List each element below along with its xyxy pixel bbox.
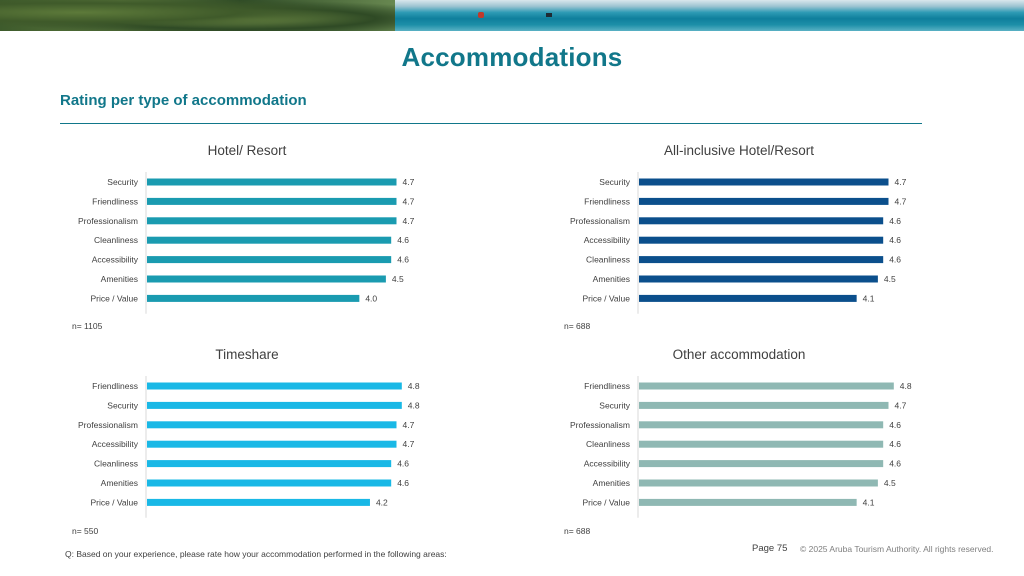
ocean-image	[395, 0, 1024, 31]
sample-size-hotel-resort: n= 1105	[72, 321, 103, 331]
sample-size-timeshare: n= 550	[72, 526, 99, 536]
value-label: 4.7	[402, 439, 415, 450]
category-label: Friendliness	[92, 196, 138, 207]
survey-question-footnote: Q: Based on your experience, please rate how your accommodation performed in the following areas:	[65, 549, 447, 559]
copyright-notice: © 2025 Aruba Tourism Authority. All rights reserved.	[800, 544, 994, 554]
category-label: Professionalism	[78, 215, 138, 226]
chart-title-other-accommodation: Other accommodation	[672, 347, 806, 362]
bar	[147, 276, 386, 283]
value-label: 4.7	[894, 196, 907, 207]
bar	[147, 402, 402, 409]
chart-title-timeshare: Timeshare	[215, 347, 279, 362]
bar	[639, 402, 889, 409]
bar	[639, 276, 878, 283]
category-label: Price / Value	[90, 497, 138, 508]
category-label: Amenities	[592, 478, 630, 488]
value-label: 4.6	[889, 215, 902, 226]
category-label: Accessibility	[91, 439, 138, 450]
bar	[639, 256, 883, 263]
value-label: 4.2	[375, 497, 388, 508]
bar	[147, 256, 391, 263]
bar	[147, 237, 391, 244]
bar	[147, 499, 370, 506]
bar	[147, 441, 397, 448]
chart-other-accommodation	[492, 376, 972, 521]
chart-timeshare	[0, 376, 480, 521]
category-label: Price / Value	[582, 293, 630, 304]
bar	[147, 421, 397, 428]
category-label: Professionalism	[78, 419, 138, 430]
kayak-icon	[478, 12, 484, 18]
category-label: Security	[599, 177, 630, 187]
bar	[639, 460, 883, 467]
page-number: Page 75	[752, 543, 788, 554]
bar	[147, 480, 391, 487]
bar	[639, 217, 883, 224]
value-label: 4.7	[402, 196, 415, 207]
section-divider	[60, 123, 922, 124]
value-label: 4.1	[862, 293, 875, 304]
chart-title-hotel-resort: Hotel/ Resort	[207, 143, 287, 158]
value-label: 4.6	[889, 439, 902, 450]
value-label: 4.6	[889, 458, 902, 469]
bar	[639, 383, 894, 390]
category-label: Accessibility	[583, 458, 630, 469]
bar	[147, 198, 397, 205]
chart-title-all-inclusive: All-inclusive Hotel/Resort	[663, 143, 815, 158]
value-label: 4.6	[397, 458, 410, 469]
category-label: Professionalism	[570, 215, 630, 226]
category-label: Amenities	[100, 478, 138, 488]
category-label: Amenities	[100, 274, 138, 284]
bar	[639, 480, 878, 487]
value-label: 4.8	[407, 400, 420, 411]
chart-all-inclusive	[492, 172, 972, 317]
category-label: Price / Value	[582, 497, 630, 508]
boat-icon	[546, 13, 552, 17]
category-label: Security	[107, 400, 138, 411]
sample-size-all-inclusive: n= 688	[564, 321, 591, 331]
value-label: 4.5	[883, 274, 896, 284]
category-label: Friendliness	[92, 381, 138, 391]
mangrove-trees-image	[0, 0, 400, 31]
category-label: Security	[107, 177, 138, 187]
category-label: Accessibility	[91, 254, 138, 265]
value-label: 4.7	[894, 177, 907, 187]
bar	[639, 198, 889, 205]
bar	[147, 217, 397, 224]
category-label: Friendliness	[584, 196, 630, 207]
value-label: 4.6	[889, 235, 902, 246]
bar	[639, 295, 857, 302]
bar	[639, 421, 883, 428]
category-label: Cleanliness	[586, 254, 630, 265]
category-label: Cleanliness	[586, 439, 630, 450]
value-label: 4.8	[407, 381, 420, 391]
bar	[639, 441, 883, 448]
value-label: 4.6	[889, 419, 902, 430]
category-label: Professionalism	[570, 419, 630, 430]
category-label: Price / Value	[90, 293, 138, 304]
chart-hotel-resort	[0, 172, 480, 317]
value-label: 4.7	[402, 215, 415, 226]
bar	[147, 383, 402, 390]
value-label: 4.1	[862, 497, 875, 508]
bar	[147, 179, 397, 186]
value-label: 4.7	[402, 177, 415, 187]
value-label: 4.0	[365, 293, 378, 304]
page-title: Accommodations	[401, 42, 623, 72]
header-banner-image	[0, 0, 1024, 31]
category-label: Cleanliness	[94, 235, 138, 246]
value-label: 4.6	[397, 235, 410, 246]
bar	[639, 179, 889, 186]
section-subtitle: Rating per type of accommodation	[60, 92, 307, 109]
category-label: Amenities	[592, 274, 630, 284]
category-label: Accessibility	[583, 235, 630, 246]
bar	[639, 237, 883, 244]
value-label: 4.6	[397, 478, 410, 488]
value-label: 4.7	[894, 400, 907, 411]
value-label: 4.5	[391, 274, 404, 284]
bar	[147, 460, 391, 467]
value-label: 4.8	[899, 381, 912, 391]
category-label: Cleanliness	[94, 458, 138, 469]
bar	[147, 295, 359, 302]
value-label: 4.7	[402, 419, 415, 430]
sample-size-other-accommodation: n= 688	[564, 526, 591, 536]
bar	[639, 499, 857, 506]
value-label: 4.6	[889, 254, 902, 265]
value-label: 4.5	[883, 478, 896, 488]
value-label: 4.6	[397, 254, 410, 265]
category-label: Friendliness	[584, 381, 630, 391]
category-label: Security	[599, 400, 630, 411]
